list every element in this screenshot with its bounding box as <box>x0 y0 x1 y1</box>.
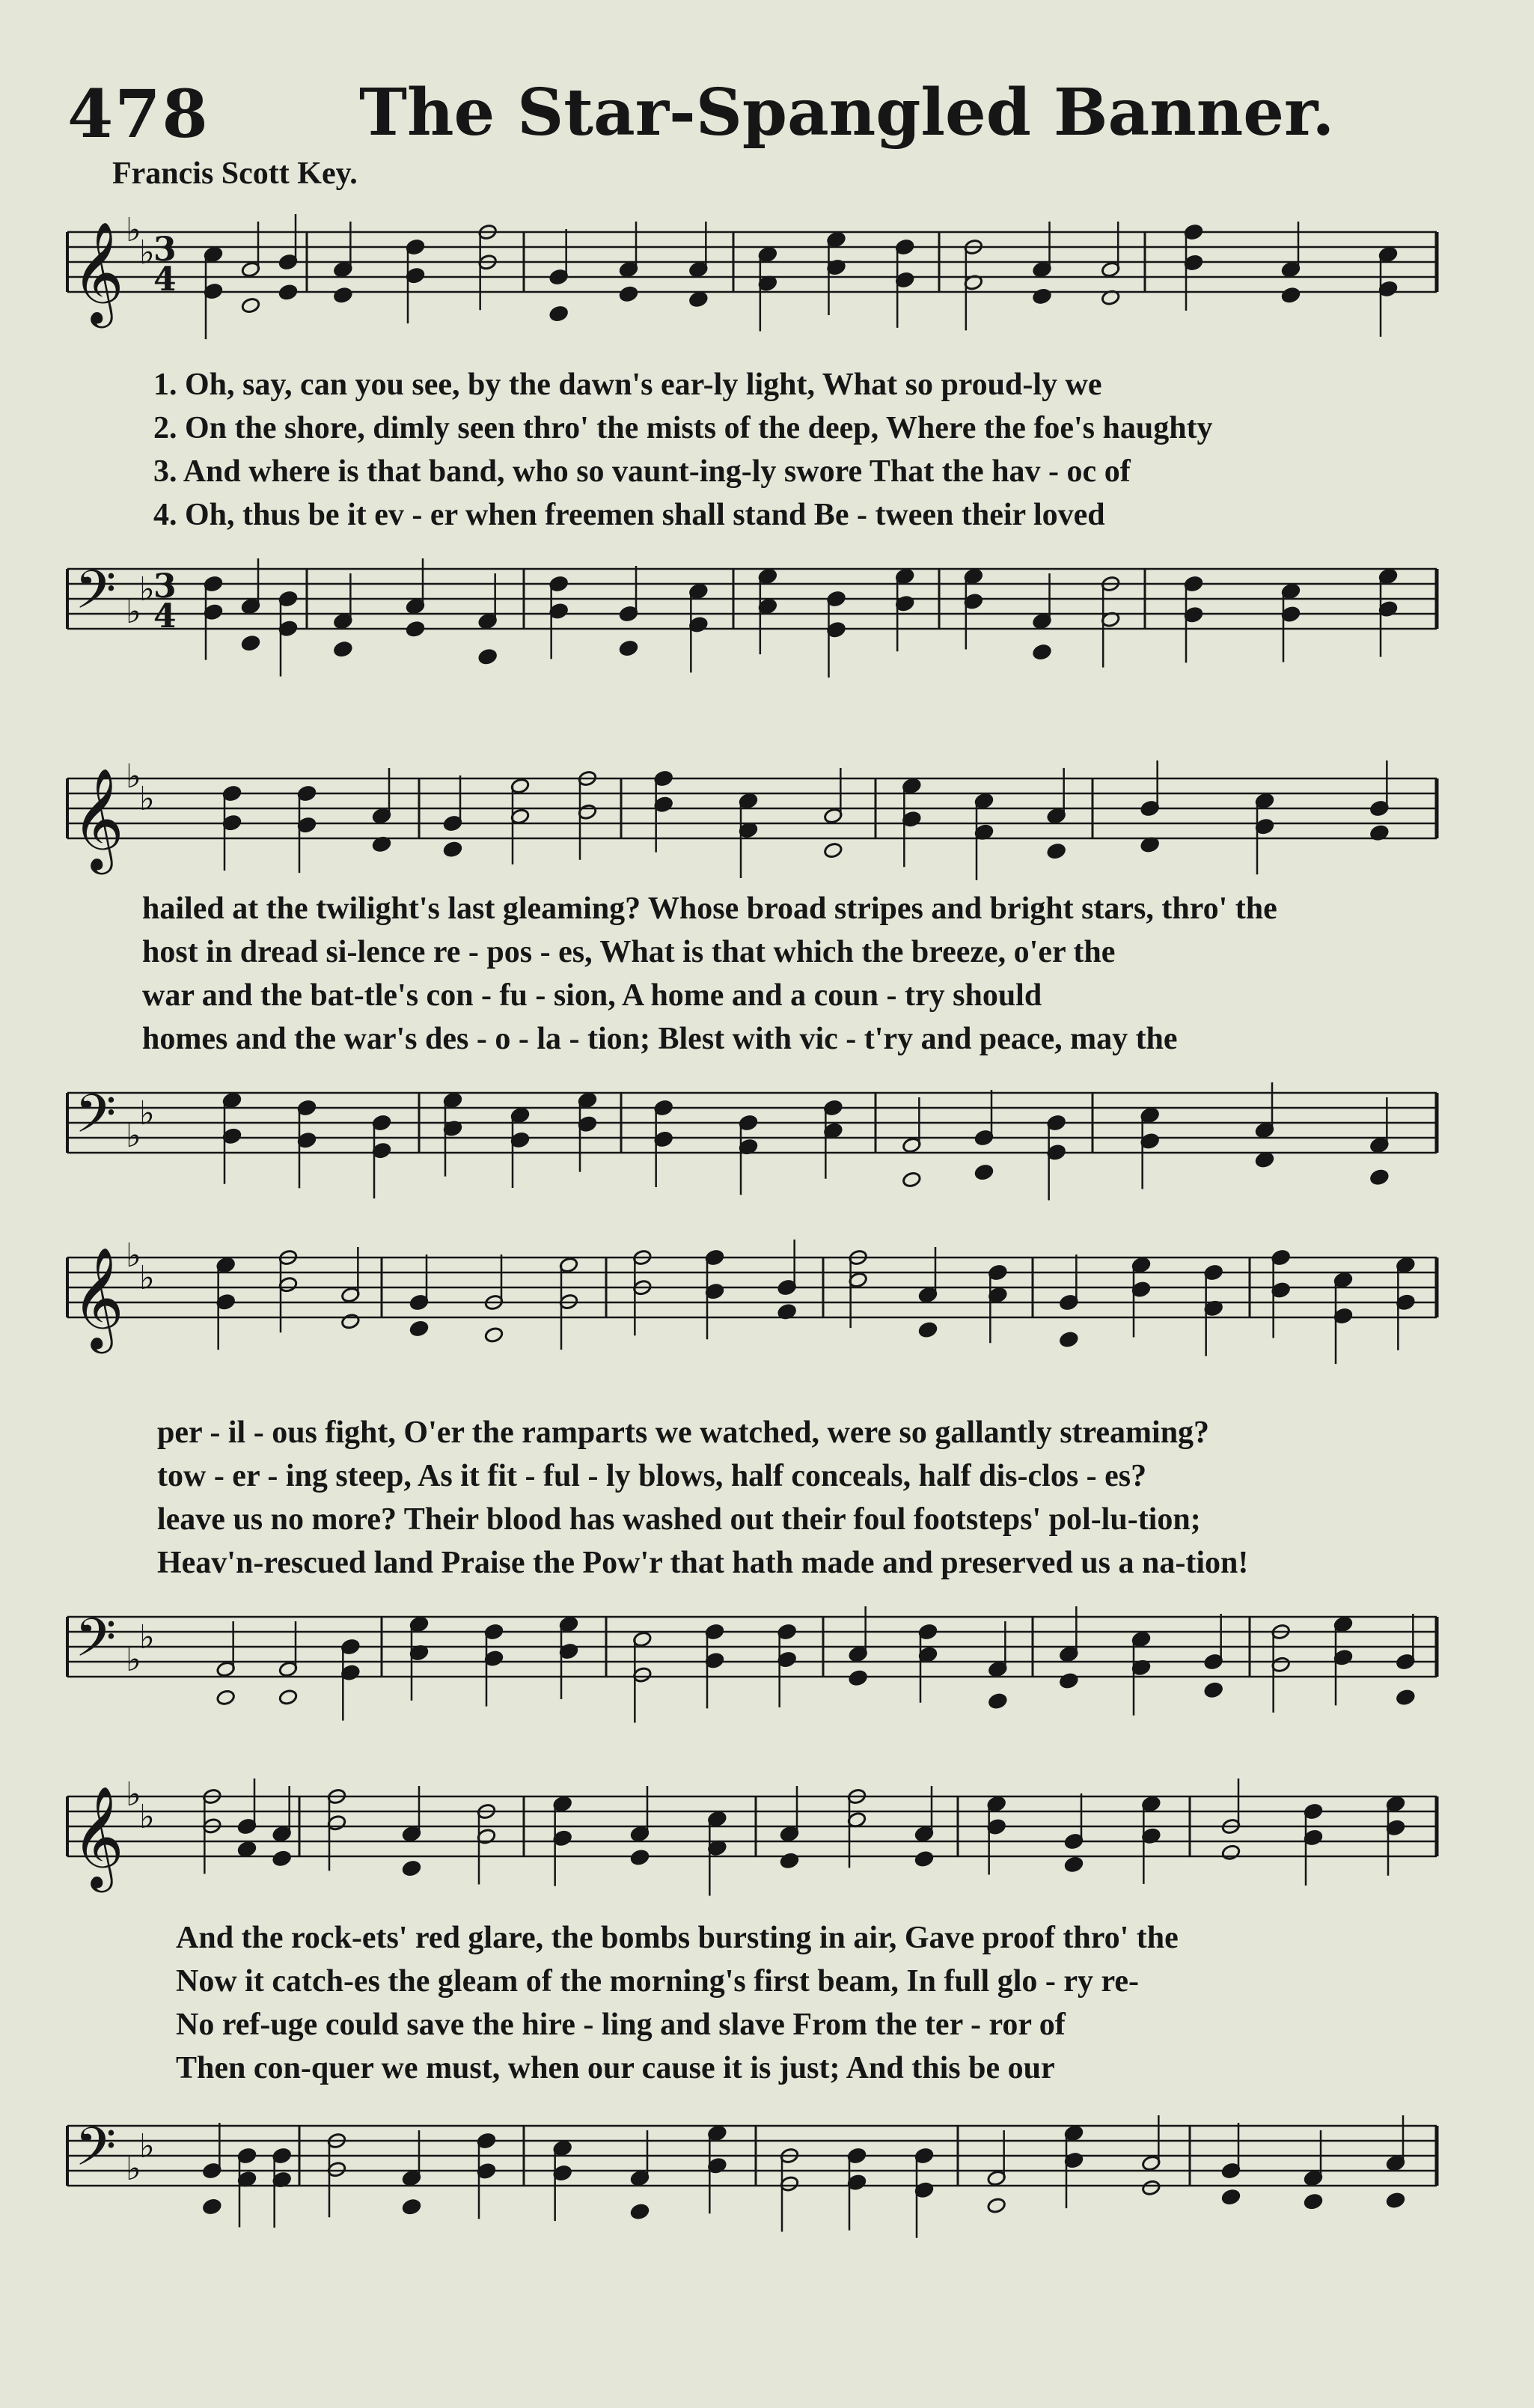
note-head <box>619 286 638 303</box>
treble-clef-icon: 𝄞 <box>72 766 124 870</box>
lyric-line-verse-1: And the rock-ets' red glare, the bombs bursting in air, Gave proof thro' the <box>176 1921 1179 1955</box>
note-head <box>1221 1844 1241 1861</box>
note-head <box>237 1841 257 1858</box>
lyric-line-verse-3: leave us no more? Their blood has washed out their foul footsteps' pol-lu-tion; <box>157 1502 1201 1537</box>
note-head <box>849 1669 868 1686</box>
time-signature-top: 3 <box>153 231 177 269</box>
flat-icon: ♭ <box>126 2150 141 2188</box>
note-head <box>333 641 352 658</box>
treble-staff <box>67 202 1437 352</box>
note-head <box>1281 287 1301 304</box>
flat-icon: ♭ <box>139 780 155 818</box>
flat-icon: ♭ <box>126 211 141 249</box>
note-head <box>1059 1331 1078 1348</box>
flat-icon: ♭ <box>126 758 141 796</box>
bass-staff <box>67 539 1437 689</box>
flat-icon: ♭ <box>139 1094 155 1133</box>
note-head <box>241 635 260 652</box>
note-head <box>478 648 498 665</box>
note-head <box>278 284 298 301</box>
note-head <box>619 640 638 657</box>
hymn-title: The Star-Spangled Banner. <box>359 75 1335 150</box>
note-head <box>1221 2189 1241 2206</box>
treble-staff <box>67 1228 1437 1377</box>
flat-icon: ♭ <box>126 1237 141 1275</box>
flat-icon: ♭ <box>139 570 155 609</box>
note-head <box>630 2203 650 2220</box>
note-head <box>278 1689 298 1706</box>
note-head <box>1386 2192 1405 2209</box>
note-head <box>340 1313 360 1330</box>
note-head <box>333 287 352 304</box>
lyric-line-verse-4: 4. Oh, thus be it ev - er when freemen shall stand Be - tween their loved <box>153 498 1105 532</box>
lyric-line-verse-4: Then con-quer we must, when our cause it is just; And this be our <box>176 2051 1055 2085</box>
flat-icon: ♭ <box>139 2127 155 2165</box>
note-head <box>1204 1682 1223 1699</box>
note-head <box>1255 1151 1274 1168</box>
note-head <box>406 621 425 638</box>
lyric-line-verse-4: Heav'n-rescued land Praise the Pow'r that hath made and preserved us a na-tion! <box>157 1546 1249 1580</box>
lyric-line-verse-1: 1. Oh, say, can you see, by the dawn's ear-ly light, What so proud-ly we <box>153 368 1102 402</box>
note-head <box>1032 644 1051 661</box>
note-head <box>272 1850 292 1868</box>
lyric-line-verse-3: war and the bat-tle's con - fu - sion, A home and a coun - try should <box>142 978 1042 1013</box>
flat-icon: ♭ <box>126 1775 141 1814</box>
note-head <box>780 1853 799 1870</box>
flat-icon: ♭ <box>139 234 155 272</box>
time-signature-top: 3 <box>153 567 177 606</box>
lyric-line-verse-2: 2. On the shore, dimly seen thro' the mists of the deep, Where the foe's haughty <box>153 411 1213 445</box>
flat-icon: ♭ <box>126 593 141 631</box>
author-credit: Francis Scott Key. <box>112 156 358 191</box>
bass-staff <box>67 2096 1437 2246</box>
note-head <box>1064 1856 1084 1874</box>
note-head <box>823 842 843 859</box>
note-head <box>1396 1689 1415 1706</box>
flat-icon: ♭ <box>126 1117 141 1155</box>
treble-clef-icon: 𝄞 <box>72 1784 124 1888</box>
treble-staff <box>67 1767 1437 1916</box>
note-head <box>987 2197 1006 2214</box>
time-signature-bottom: 4 <box>153 260 177 299</box>
lyric-line-verse-1: per - il - ous fight, O'er the ramparts we watched, were so gallantly streaming? <box>157 1415 1210 1450</box>
note-head <box>902 1171 921 1189</box>
flat-icon: ♭ <box>139 1618 155 1656</box>
note-head <box>443 841 462 858</box>
bass-clef-icon: 𝄢 <box>75 1083 117 1158</box>
note-head <box>1304 2193 1323 2210</box>
treble-clef-icon: 𝄞 <box>72 220 124 323</box>
note-head <box>1032 288 1051 305</box>
note-head <box>1369 1168 1389 1186</box>
note-head <box>688 291 708 308</box>
note-head <box>630 1849 650 1866</box>
lyric-line-verse-2: host in dread si-lence re - pos - es, What is that which the breeze, o'er the <box>142 935 1116 969</box>
lyric-line-verse-1: hailed at the twilight's last gleaming? Whose broad stripes and bright stars, thro' the <box>142 891 1277 926</box>
note-head <box>1141 2180 1161 2197</box>
lyric-line-verse-3: No ref-uge could save the hire - ling and slave From the ter - ror of <box>176 2008 1066 2042</box>
note-head <box>402 1860 421 1877</box>
bass-clef-icon: 𝄢 <box>75 559 117 634</box>
hymn-number: 478 <box>67 75 210 153</box>
note-head <box>918 1321 938 1338</box>
time-signature-bottom: 4 <box>153 597 177 635</box>
note-head <box>216 1689 236 1707</box>
note-head <box>974 1164 994 1181</box>
bass-clef-icon: 𝄢 <box>75 1607 117 1682</box>
treble-clef-icon: 𝄞 <box>72 1246 124 1349</box>
note-head <box>402 2198 421 2216</box>
note-head <box>988 1692 1007 1710</box>
lyric-line-verse-2: Now it catch-es the gleam of the morning's first beam, In full glo - ry re- <box>176 1964 1140 1999</box>
bass-staff <box>67 1063 1437 1213</box>
flat-icon: ♭ <box>139 1798 155 1836</box>
note-head <box>1059 1672 1078 1689</box>
lyric-line-verse-3: 3. And where is that band, who so vaunt-ing-ly swore That the hav - oc of <box>153 454 1131 489</box>
lyric-line-verse-2: tow - er - ing steep, As it fit - ful - ly blows, half conceals, half dis-clos - es? <box>157 1459 1147 1493</box>
flat-icon: ♭ <box>139 1259 155 1297</box>
flat-icon: ♭ <box>126 1641 141 1679</box>
note-head <box>549 305 569 323</box>
bass-clef-icon: 𝄢 <box>75 2116 117 2191</box>
lyric-line-verse-4: homes and the war's des - o - la - tion; Blest with vic - t'ry and peace, may the <box>142 1022 1178 1056</box>
treble-staff <box>67 749 1437 898</box>
note-head <box>484 1326 504 1344</box>
note-head <box>409 1320 429 1338</box>
note-head <box>1047 843 1066 860</box>
note-head <box>914 1850 934 1868</box>
note-head <box>241 297 260 314</box>
note-head <box>202 2198 221 2216</box>
bass-staff <box>67 1587 1437 1737</box>
